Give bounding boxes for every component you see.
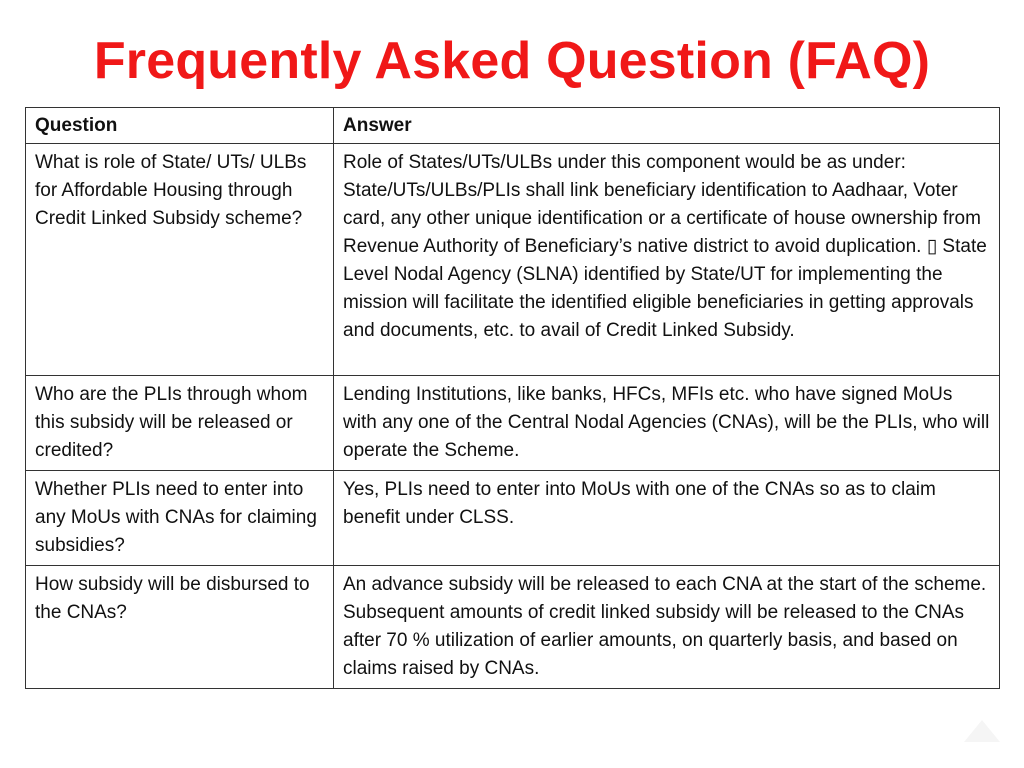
answer-cell: Lending Institutions, like banks, HFCs, MFIs etc. who have signed MoUs with any one of the Central Nodal Agencies (CNAs), will be the PLIs, who will operate the Scheme. <box>334 376 1000 471</box>
answer-cell: An advance subsidy will be released to each CNA at the start of the scheme. Subsequent amounts of credit linked subsidy will be released to the CNAs after 70 % utilization of earlier amounts, on quarterly basis, and based on claims raised by CNAs. <box>334 566 1000 689</box>
question-cell: Who are the PLIs through whom this subsidy will be released or credited? <box>26 376 334 471</box>
question-column-header: Question <box>26 108 334 144</box>
table-row <box>26 566 1000 689</box>
faint-watermark-icon <box>962 718 1002 744</box>
question-cell: What is role of State/ UTs/ ULBs for Affordable Housing through Credit Linked Subsidy scheme? <box>26 144 334 376</box>
answer-cell: Role of States/UTs/ULBs under this component would be as under: State/UTs/ULBs/PLIs shall link beneficiary identification to Aadhaar, Voter card, any other unique identification or a certificate of house ownership from Revenue Authority of Beneficiary’s native district to avoid duplication. ▯ State Level Nodal Agency (SLNA) identified by State/UT for implementing the mission will facilitate the identified eligible beneficiaries in getting approvals and documents, etc. to avail of Credit Linked Subsidy. <box>334 144 1000 376</box>
table-row <box>26 144 1000 376</box>
slide-title: Frequently Asked Question (FAQ) <box>93 32 931 90</box>
question-cell: How subsidy will be disbursed to the CNAs? <box>26 566 334 689</box>
faq-table <box>25 107 1000 689</box>
answer-cell: Yes, PLIs need to enter into MoUs with one of the CNAs so as to claim benefit under CLSS. <box>334 471 1000 566</box>
table-row <box>26 376 1000 471</box>
question-cell: Whether PLIs need to enter into any MoUs with CNAs for claiming subsidies? <box>26 471 334 566</box>
table-header-row <box>26 108 1000 144</box>
answer-column-header: Answer <box>334 108 1000 144</box>
table-row <box>26 471 1000 566</box>
